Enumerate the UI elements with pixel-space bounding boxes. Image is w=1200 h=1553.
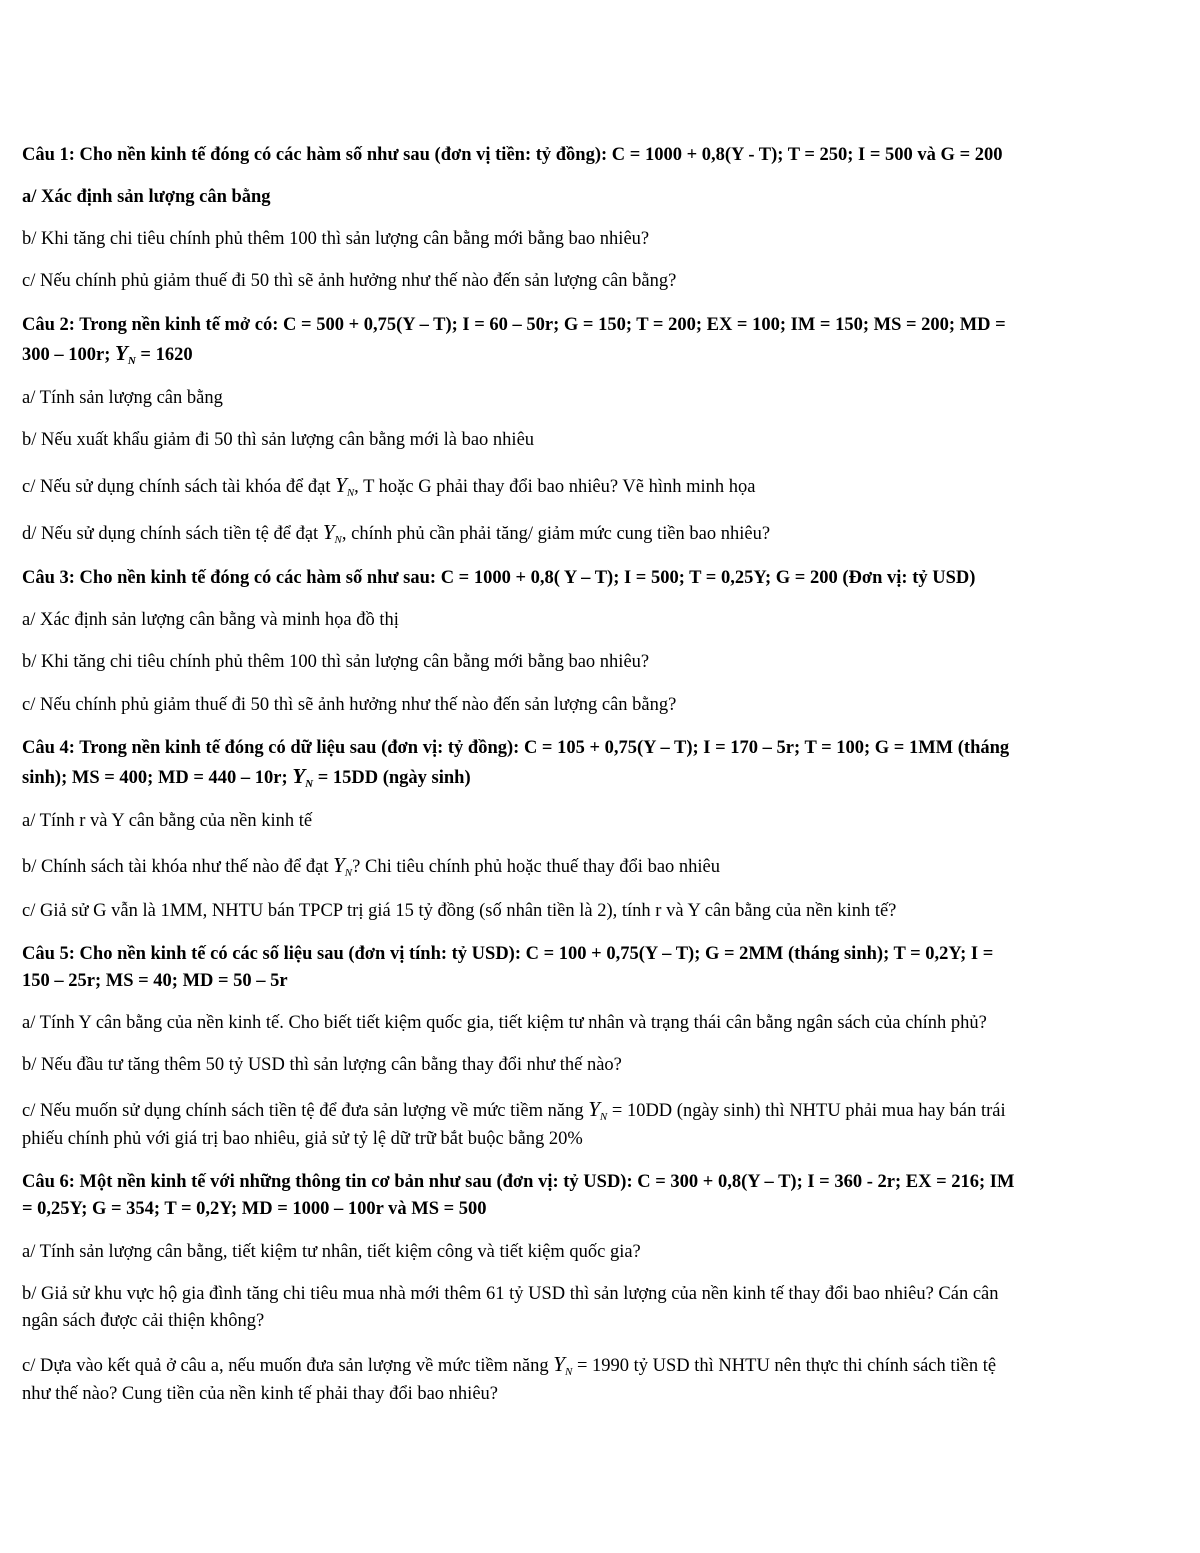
cau4-part-b — [22, 851, 1182, 887]
yn-symbol: $Y_N$ — [553, 1352, 573, 1378]
cau4-part-b-text: b/ Chính sách tài khóa như thế nào để đạt — [22, 857, 334, 877]
cau4-part-b-text-end: ? Chi tiêu chính phủ hoặc thuế thay đổi bao nhiêu — [352, 857, 720, 877]
cau4-part-a: a/ Tính r và Y cân bằng của nền kinh tế — [22, 811, 313, 831]
cau6-part-a: a/ Tính sản lượng cân bằng, tiết kiệm tư nhân, tiết kiệm công và tiết kiệm quốc gia? — [22, 1242, 641, 1262]
yn-symbol: $Y_N$ — [322, 520, 342, 546]
cau6-part-c-line2: như thế nào? Cung tiền của nền kinh tế phải thay đổi bao nhiêu? — [22, 1384, 498, 1404]
cau5-part-c-line2: phiếu chính phủ với giá trị bao nhiêu, giả sử tỷ lệ dữ trữ bắt buộc bằng 20% — [22, 1129, 583, 1149]
cau6-part-b-line1: b/ Giả sử khu vực hộ gia đình tăng chi tiêu mua nhà mới thêm 61 tỷ USD thì sản lượng của nền kinh tế thay đổi bao nhiêu? Cán cân — [22, 1284, 999, 1304]
cau3-part-a: a/ Xác định sản lượng cân bằng và minh họa đồ thị — [22, 610, 399, 630]
cau2-part-d — [22, 518, 1182, 554]
cau6-part-c-text: c/ Dựa vào kết quả ở câu a, nếu muốn đưa sản lượng về mức tiềm năng — [22, 1356, 554, 1376]
cau2-part-d-text-end: , chính phủ cần phải tăng/ giảm mức cung tiền bao nhiêu? — [341, 524, 771, 544]
cau2-title-line2-value: = 1620 — [135, 345, 193, 365]
cau4-title-line2 — [22, 762, 1182, 798]
cau3-title: Câu 3: Cho nền kinh tế đóng có các hàm số như sau: C = 1000 + 0,8( Y – T); I = 500; T = 0,25Y; G = 200 (Đơn vị: tỷ USD) — [22, 568, 976, 588]
cau2-part-c-text: c/ Nếu sử dụng chính sách tài khóa để đạt — [22, 477, 336, 497]
yn-symbol: $Y_N$ — [292, 764, 314, 790]
cau2-part-a: a/ Tính sản lượng cân bằng — [22, 388, 223, 408]
cau1-part-a: a/ Xác định sản lượng cân bằng — [22, 187, 271, 207]
cau4-title-line2-text: sinh); MS = 400; MD = 440 – 10r; — [22, 768, 293, 788]
cau1-title: Câu 1: Cho nền kinh tế đóng có các hàm số như sau (đơn vị tiền: tỷ đồng): C = 1000 + 0,8(Y - T); T = 250; I = 500 và G = 200 — [22, 145, 1003, 165]
cau2-part-c-text-end: , T hoặc G phải thay đổi bao nhiêu? Vẽ hình minh họa — [354, 477, 756, 497]
cau2-title-line2-text: 300 – 100r; — [22, 345, 115, 365]
cau5-part-c-text-end: = 10DD (ngày sinh) thì NHTU phải mua hay bán trái — [607, 1101, 1006, 1121]
yn-symbol: $Y_N$ — [588, 1097, 608, 1123]
yn-symbol: $Y_N$ — [333, 853, 353, 879]
cau6-title-line2: = 0,25Y; G = 354; T = 0,2Y; MD = 1000 – 100r và MS = 500 — [22, 1199, 487, 1219]
cau5-part-b: b/ Nếu đầu tư tăng thêm 50 tỷ USD thì sản lượng cân bằng thay đổi như thế nào? — [22, 1055, 622, 1075]
cau5-title-line1: Câu 5: Cho nền kinh tế có các số liệu sau (đơn vị tính: tỷ USD): C = 100 + 0,75(Y – T); G = 2MM (tháng sinh); T = 0,2Y; I = — [22, 944, 994, 964]
cau2-part-b: b/ Nếu xuất khẩu giảm đi 50 thì sản lượng cân bằng mới là bao nhiêu — [22, 430, 535, 450]
cau6-part-c-text-end: = 1990 tỷ USD thì NHTU nên thực thi chính sách tiền tệ — [572, 1356, 997, 1376]
cau2-part-c — [22, 471, 1182, 507]
cau4-title-line2-value: = 15DD (ngày sinh) — [313, 768, 471, 788]
cau4-title-line1: Câu 4: Trong nền kinh tế đóng có dữ liệu sau (đơn vị: tỷ đồng): C = 105 + 0,75(Y – T); I = 170 – 5r; T = 100; G = 1MM (tháng — [22, 738, 1010, 758]
yn-symbol: $Y_N$ — [115, 341, 136, 367]
cau6-part-b-line2: ngân sách được cải thiện không? — [22, 1311, 265, 1331]
cau2-part-d-text: d/ Nếu sử dụng chính sách tiền tệ để đạt — [22, 524, 323, 544]
cau1-part-c: c/ Nếu chính phủ giảm thuế đi 50 thì sẽ ảnh hưởng như thế nào đến sản lượng cân bằng? — [22, 271, 677, 291]
yn-symbol: $Y_N$ — [335, 473, 355, 499]
cau1-part-b: b/ Khi tăng chi tiêu chính phủ thêm 100 thì sản lượng cân bằng mới bằng bao nhiêu? — [22, 229, 650, 249]
cau2-title-line2 — [22, 339, 1182, 375]
cau2-title-line1: Câu 2: Trong nền kinh tế mở có: C = 500 + 0,75(Y – T); I = 60 – 50r; G = 150; T = 200; EX = 100; IM = 150; MS = 200; MD = — [22, 315, 1006, 335]
cau3-part-b: b/ Khi tăng chi tiêu chính phủ thêm 100 thì sản lượng cân bằng mới bằng bao nhiêu? — [22, 652, 650, 672]
cau5-title-line2: 150 – 25r; MS = 40; MD = 50 – 5r — [22, 971, 288, 991]
cau5-part-a: a/ Tính Y cân bằng của nền kinh tế. Cho biết tiết kiệm quốc gia, tiết kiệm tư nhân và trạng thái cân bằng ngân sách của chính phủ? — [22, 1013, 987, 1033]
cau5-part-c-text: c/ Nếu muốn sử dụng chính sách tiền tệ để đưa sản lượng về mức tiềm năng — [22, 1101, 589, 1121]
cau3-part-c: c/ Nếu chính phủ giảm thuế đi 50 thì sẽ ảnh hưởng như thế nào đến sản lượng cân bằng? — [22, 695, 677, 715]
cau4-part-c: c/ Giả sử G vẫn là 1MM, NHTU bán TPCP trị giá 15 tỷ đồng (số nhân tiền là 2), tính r và Y cân bằng của nền kinh tế? — [22, 901, 897, 921]
cau6-title-line1: Câu 6: Một nền kinh tế với những thông tin cơ bản như sau (đơn vị: tỷ USD): C = 300 + 0,8(Y – T); I = 360 - 2r; EX = 216; IM — [22, 1172, 1015, 1192]
